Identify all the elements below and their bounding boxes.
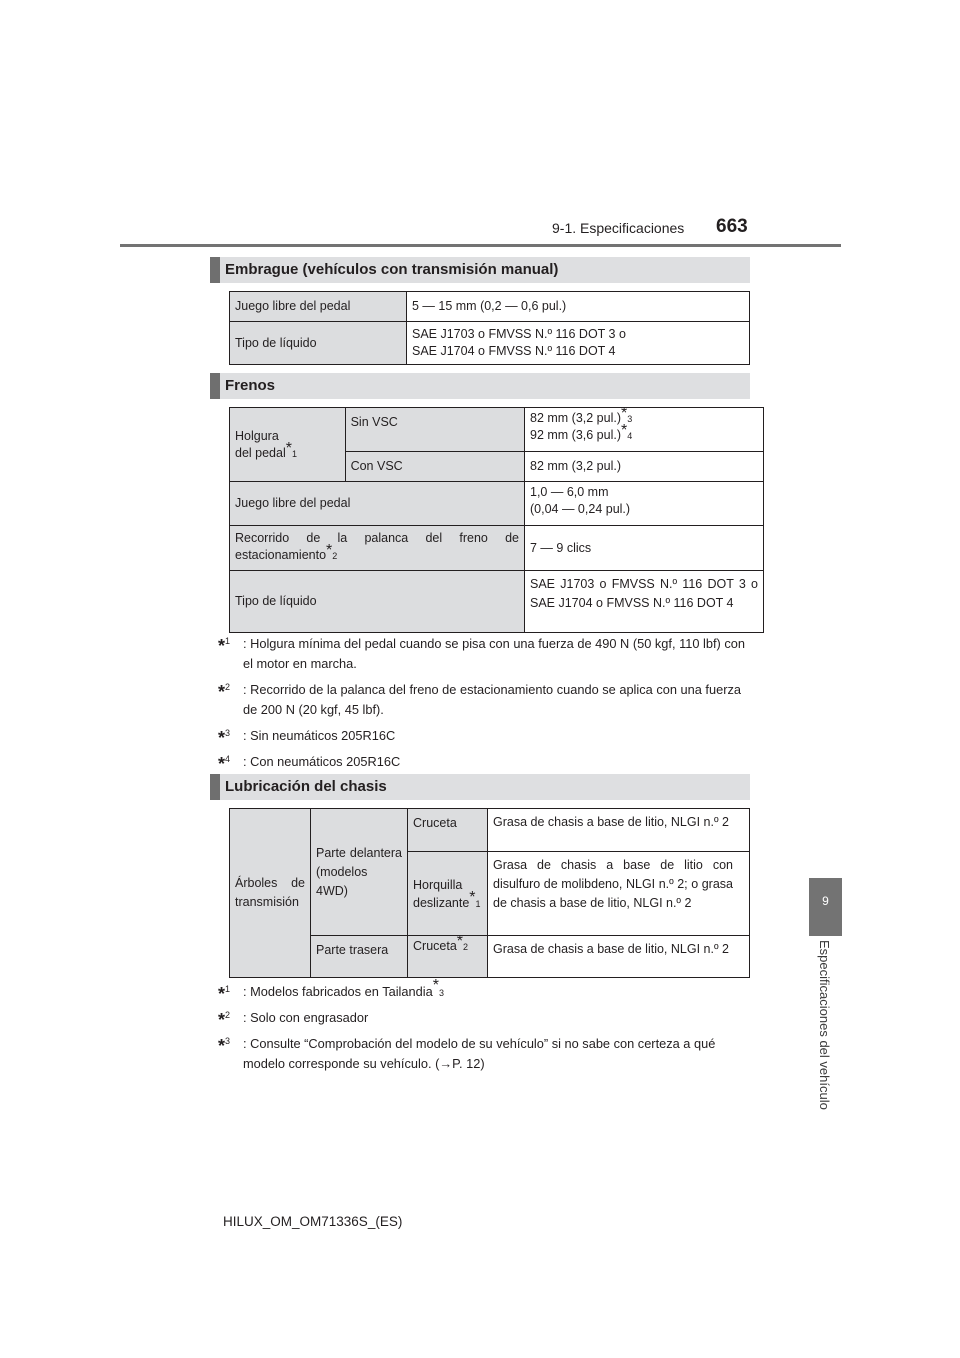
table-cell: Cruceta: [408, 809, 488, 852]
section-title: 9-1. Especificaciones: [552, 220, 685, 236]
chapter-label: [817, 940, 834, 1136]
document-id: HILUX_OM_OM71336S_(ES): [223, 1214, 403, 1229]
table-cell: 1,0 — 6,0 mm (0,04 — 0,24 pul.): [525, 482, 764, 526]
chassis-section-heading: [210, 774, 750, 800]
clutch-section-title: Embrague (vehículos con transmisión manual): [225, 261, 559, 278]
footnote: *$^4$ : Con neumáticos 205R16C: [218, 754, 401, 774]
table-cell: 82 mm (3,2 pul.)$^{*3}$ 92 mm (3,6 pul.)$^{*4}$: [525, 408, 764, 452]
table-row: [230, 809, 750, 852]
table-cell: 7 — 9 clics: [525, 526, 764, 571]
table-row: [230, 526, 764, 571]
chapter-label-text: Especificaciones del vehículo: [817, 940, 832, 1110]
chapter-tab[interactable]: 9: [809, 878, 842, 936]
table-cell: Árboles de transmisión: [230, 809, 311, 978]
clutch-table: [229, 291, 750, 365]
table-cell: 5 — 15 mm (0,2 — 0,6 pul.): [407, 292, 750, 322]
table-cell: Con VSC: [345, 452, 524, 482]
footnote: *$^1$ : Modelos fabricados en Tailandia$^{*3}$: [218, 977, 444, 1004]
table-cell: Tipo de líquido: [230, 571, 525, 633]
clutch-section-heading: [210, 257, 750, 283]
footnote: *$^3$ : Consulte “Comprobación del modelo de su vehículo” si no sabe con certeza a qué modelo corresponde su vehículo. (→P. 12): [218, 1036, 716, 1071]
chassis-section-title: Lubricación del chasis: [225, 778, 387, 795]
footnote: *$^2$ : Recorrido de la palanca del freno de estacionamiento cuando se aplica con una fuerza de 200 N (20 kgf, 45 lbf).: [218, 682, 741, 717]
page-number: 663: [716, 216, 748, 237]
brakes-table: [229, 407, 764, 633]
table-cell: Horquilla deslizante$^{*1}$: [408, 852, 488, 936]
table-cell: Parte trasera: [311, 936, 408, 978]
table-cell: 82 mm (3,2 pul.): [525, 452, 764, 482]
brake-footnotes: [218, 634, 748, 778]
table-cell: Juego libre del pedal: [230, 292, 407, 322]
table-row: [230, 482, 764, 526]
table-cell: Grasa de chasis a base de litio, NLGI n.º 2: [488, 936, 750, 978]
table-cell: Sin VSC: [345, 408, 524, 452]
table-cell: Grasa de chasis a base de litio con disulfuro de molibdeno, NLGI n.º 2; o grasa de chasis a base de litio, NLGI n.º 2: [488, 852, 750, 936]
footnote: *$^2$ : Solo con engrasador: [218, 1010, 369, 1030]
header-divider: [120, 244, 841, 247]
table-cell: Holgura del pedal$^{*1}$: [230, 408, 346, 482]
brakes-section-heading: [210, 373, 750, 399]
table-cell: Parte delantera (modelos 4WD): [311, 809, 408, 936]
table-cell: Tipo de líquido: [230, 322, 407, 365]
table-cell: Recorrido de la palanca del freno de estacionamiento$^{*2}$: [230, 526, 525, 571]
table-cell: Grasa de chasis a base de litio, NLGI n.º 2: [488, 809, 750, 852]
footnote: *$^3$ : Sin neumáticos 205R16C: [218, 728, 396, 748]
table-row: [230, 322, 750, 365]
table-cell: Cruceta$^{*2}$: [408, 936, 488, 978]
table-cell: SAE J1703 o FMVSS N.º 116 DOT 3 o SAE J1704 o FMVSS N.º 116 DOT 4: [407, 322, 750, 365]
table-row: [230, 292, 750, 322]
table-row: [230, 571, 764, 633]
footnote: *$^1$ : Holgura mínima del pedal cuando se pisa con una fuerza de 490 N (50 kgf, 110 lbf) con el motor en marcha.: [218, 636, 745, 671]
table-cell: SAE J1703 o FMVSS N.º 116 DOT 3 o SAE J1704 o FMVSS N.º 116 DOT 4: [525, 571, 764, 633]
chassis-table: [229, 808, 750, 978]
chassis-footnotes: [218, 977, 748, 1080]
table-row: [230, 408, 764, 452]
table-cell: Juego libre del pedal: [230, 482, 525, 526]
brakes-section-title: Frenos: [225, 377, 276, 394]
